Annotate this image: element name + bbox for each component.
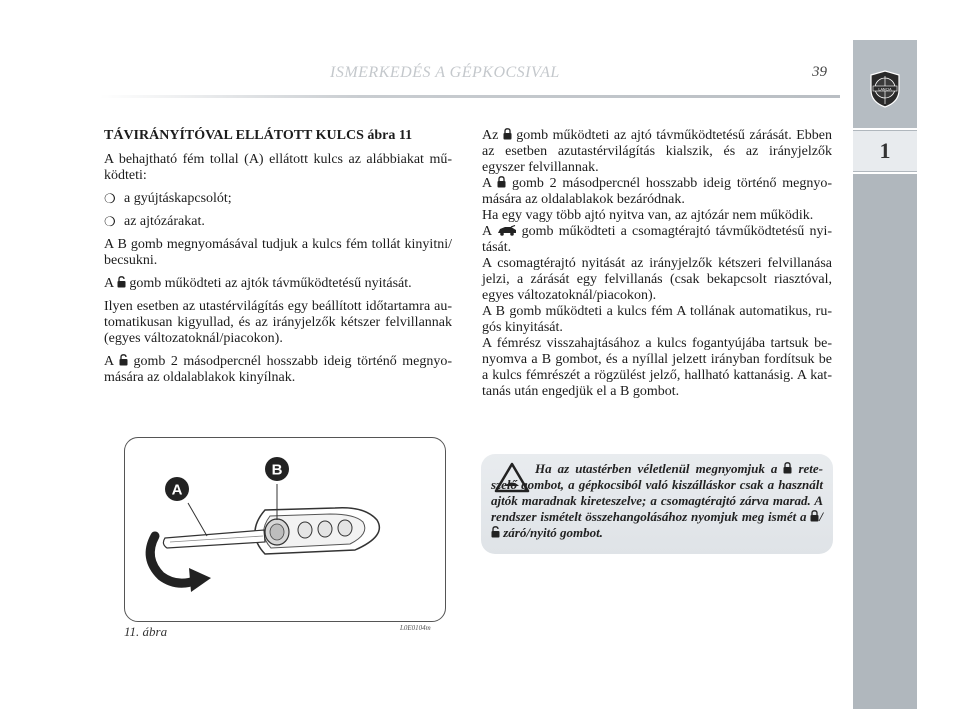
paragraph: A gomb működteti az ajtók távműködtetésű nyitását. (104, 276, 412, 291)
paragraph: Ha egy vagy több ajtó nyitva van, az ajtózár nem működik. (482, 208, 814, 223)
paragraph: A gomb működteti a csomagtérajtó távműködtetésű nyi-tását. (482, 224, 833, 255)
lancia-logo (868, 70, 902, 108)
paragraph: Ilyen esetben az utastérvilágítás egy beállított időtartamra au-tomatikusan kigyullad, és az irányjelzők kétszer felvillannak (egyes változatoknál/piacokon). (104, 299, 452, 346)
key-figure (124, 437, 446, 622)
logo-wordmark: LANCIA (878, 87, 892, 92)
left-column (104, 128, 452, 386)
running-header-title: ISMERKEDÉS A GÉPKOCSIVAL (330, 64, 560, 81)
figure-caption: 11. ábra (124, 624, 168, 639)
padlock-closed-icon (497, 176, 506, 188)
padlock-open-icon (119, 354, 128, 366)
label-a: A (171, 481, 183, 499)
paragraph: A behajtható fém tollal (A) ellátott kulcs az alábbiakat mű-ködteti: (104, 152, 452, 183)
figure-code: L0E0104m (400, 624, 431, 632)
paragraph: A B gomb megnyomásával tudjuk a kulcs fém tollát kinyitni/ becsukni. (104, 237, 452, 268)
paragraph: Az gomb működteti az ajtó távműködtetésű zárását. Ebben az esetben azutastérvilágítás kialszik, és az irányjelzők egyszer felvillannak. (482, 128, 833, 175)
header-rule (100, 95, 840, 98)
paragraph: A B gomb működteti a kulcs fém A tollának automatikus, ru-gós kinyitását. (482, 304, 832, 335)
bullet-mark: ❍ (104, 191, 116, 206)
paragraph: A gomb 2 másodpercnél hosszabb ideig történő megnyo-mására az oldalablakok bezáródnak. (482, 176, 833, 207)
sidebar-divider (853, 172, 917, 174)
paragraph: A gomb 2 másodpercnél hosszabb ideig történő megnyo-mására az oldalablakok kinyílnak. (104, 354, 453, 385)
chapter-number: 1 (853, 131, 917, 171)
car-trunk-icon (497, 225, 517, 236)
right-column (482, 128, 832, 400)
label-b: B (271, 461, 283, 479)
list-item-text: a gyújtáskapcsolót; (124, 191, 232, 206)
padlock-open-icon (117, 276, 126, 288)
list-item-text: az ajtózárakat. (124, 214, 205, 229)
section-heading: TÁVIRÁNYÍTÓVAL ELLÁTOTT KULCS ábra 11 (104, 128, 413, 143)
sidebar-divider (853, 128, 917, 130)
bullet-mark: ❍ (104, 214, 116, 229)
padlock-closed-icon (783, 462, 792, 474)
paragraph: A fémrész visszahajtásához a kulcs fogantyújába tartsuk be-nyomva a B gombot, és a nyíllal jelzett irányban fordítsuk be a kulcs fémrészét a rögzülést jelző, hallható kattanásig. A kat-tanás után engedjük el a B gombot. (482, 336, 832, 399)
paragraph: A csomagtérajtó nyitását az irányjelzők kétszeri felvillanása jelzi, a zárását egy felvillanás (csak bekapcsolt riasztóval, egyes változatoknál/piacokon). (482, 256, 832, 303)
list-item (104, 214, 452, 230)
key-illustration (125, 438, 445, 621)
padlock-open-icon (491, 526, 500, 538)
padlock-closed-icon (503, 128, 512, 140)
list-item (104, 191, 452, 207)
page-number: 39 (812, 64, 827, 80)
warning-text: Ha az utastérben véletlenül megnyomjuk a rete-szelő gombot, a gépkocsiból való kiszálláskor csak a használt ajtók maradnak kireteszelve; a csomagtérajtó zárva marad. A rendszer ismételt összehangolásához nyomjuk meg ismét a / záró/nyitó gombot. (491, 461, 823, 540)
